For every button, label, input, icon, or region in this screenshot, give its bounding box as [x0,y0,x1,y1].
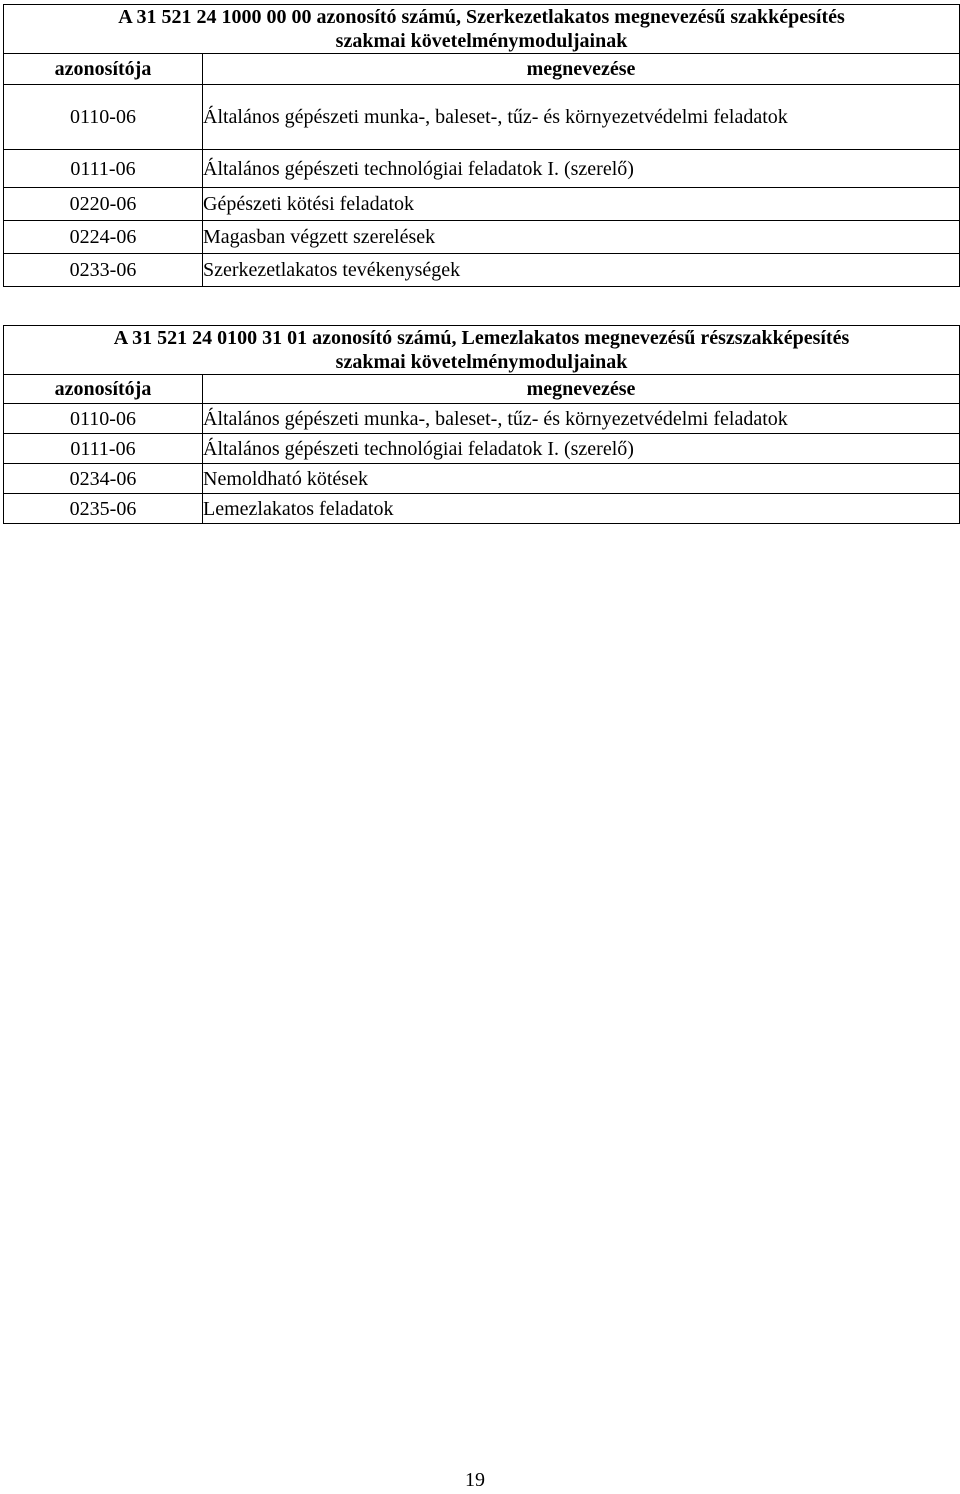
table-row [4,464,960,494]
module-code: 0233-06 [4,254,203,287]
column-header-name: megnevezése [203,54,960,85]
column-header-code: azonosítója [4,54,203,85]
module-code: 0235-06 [4,494,203,524]
table-row [4,150,960,188]
module-code: 0110-06 [4,404,203,434]
page-number: 19 [465,1469,485,1491]
table-title-line2: szakmai követelménymoduljainak [335,30,628,52]
szerkezetlakatos-modules-table [3,4,960,287]
column-header-code: azonosítója [4,375,203,404]
table-row [4,254,960,287]
module-name: Általános gépészeti technológiai feladatok I. (szerelő) [203,150,960,188]
table-title [4,326,960,375]
module-name: Magasban végzett szerelések [203,221,960,254]
module-name: Lemezlakatos feladatok [203,494,960,524]
module-code: 0224-06 [4,221,203,254]
module-name: Általános gépészeti munka-, baleset-, tűz- és környezetvédelmi feladatok [203,85,960,150]
lemezlakatos-modules-table [3,325,960,524]
table-row [4,404,960,434]
module-name: Általános gépészeti munka-, baleset-, tűz- és környezetvédelmi feladatok [203,404,960,434]
table-row [4,494,960,524]
table-title-line2: szakmai követelménymoduljainak [335,351,628,373]
module-code: 0111-06 [4,150,203,188]
module-name: Nemoldható kötések [203,464,960,494]
table-row [4,85,960,150]
column-header-name: megnevezése [203,375,960,404]
module-code: 0111-06 [4,434,203,464]
module-code: 0234-06 [4,464,203,494]
table-row [4,434,960,464]
module-name: Általános gépészeti technológiai feladatok I. (szerelő) [203,434,960,464]
table-row [4,221,960,254]
table-row [4,188,960,221]
module-name: Szerkezetlakatos tevékenységek [203,254,960,287]
module-code: 0110-06 [4,85,203,150]
module-name: Gépészeti kötési feladatok [203,188,960,221]
table-title [4,5,960,54]
table-title-line1: A 31 521 24 1000 00 00 azonosító számú, Szerkezetlakatos megnevezésű szakképesítés [118,6,845,28]
table-title-line1: A 31 521 24 0100 31 01 azonosító számú, Lemezlakatos megnevezésű részszakképesítés [113,327,850,349]
module-code: 0220-06 [4,188,203,221]
